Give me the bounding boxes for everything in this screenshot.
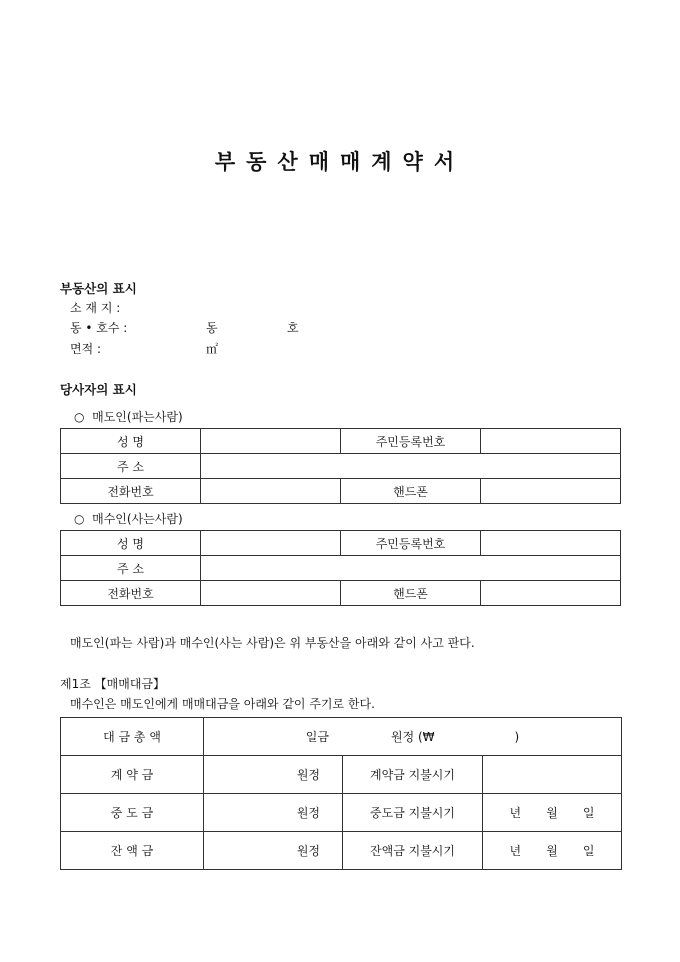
- buyer-table: [60, 530, 621, 606]
- article1-title: 제1조 【매매대금】: [60, 677, 166, 691]
- month-label: 월: [546, 844, 558, 858]
- balance-date-field[interactable]: [483, 832, 622, 870]
- day-label: 일: [582, 844, 595, 858]
- seller-mobile-label: 핸드폰: [341, 479, 481, 504]
- interim-label: 중 도 금: [61, 794, 204, 832]
- seller-mobile-field[interactable]: [481, 479, 621, 504]
- buyer-id-field[interactable]: [481, 531, 621, 556]
- property-heading: 부동산의 표시: [60, 281, 137, 296]
- seller-heading: [74, 408, 183, 425]
- seller-phone-field[interactable]: [201, 479, 341, 504]
- area-label: 면적 :: [70, 342, 102, 356]
- total-label: 대 금 총 액: [61, 718, 204, 756]
- seller-label: 매도인(파는사람): [92, 410, 183, 424]
- payment-table: [60, 717, 622, 870]
- interim-date-field[interactable]: [483, 794, 622, 832]
- seller-phone-label: 전화번호: [61, 479, 201, 504]
- interim-amount-field[interactable]: 원정: [204, 794, 343, 832]
- month-label: 월: [546, 806, 558, 820]
- location-label: 소 재 지 :: [70, 301, 121, 315]
- circle-bullet-icon: ○: [74, 410, 85, 424]
- seller-address-label: 주 소: [61, 454, 201, 479]
- balance-timing-label: 잔액금 지불시기: [343, 832, 483, 870]
- total-field[interactable]: [204, 718, 622, 756]
- buyer-name-field[interactable]: [201, 531, 341, 556]
- ho-label: 호: [287, 321, 299, 335]
- total-suffix: 원정 (₩: [390, 730, 435, 744]
- seller-address-field[interactable]: [201, 454, 621, 479]
- deposit-timing-label: 계약금 지불시기: [343, 756, 483, 794]
- seller-name-field[interactable]: [201, 429, 341, 454]
- year-label: 년: [509, 844, 522, 858]
- article1-text: 매수인은 매도인에게 매매대금을 아래와 같이 주기로 한다.: [70, 697, 375, 711]
- buyer-id-label: 주민등록번호: [341, 531, 481, 556]
- seller-name-label: 성 명: [61, 429, 201, 454]
- day-label: 일: [582, 806, 595, 820]
- deposit-label: 계 약 금: [61, 756, 204, 794]
- interim-timing-label: 중도금 지불시기: [343, 794, 483, 832]
- deposit-timing-field[interactable]: [483, 756, 622, 794]
- document-title: 부동산매매계약서: [214, 150, 466, 174]
- total-prefix: 일금: [305, 730, 329, 744]
- buyer-heading: [74, 510, 183, 527]
- unit-label: 동 • 호수 :: [70, 321, 128, 335]
- buyer-phone-field[interactable]: [201, 581, 341, 606]
- buyer-address-label: 주 소: [61, 556, 201, 581]
- circle-bullet-icon: ○: [74, 512, 85, 526]
- balance-label: 잔 액 금: [61, 832, 204, 870]
- agreement-statement: 매도인(파는 사람)과 매수인(사는 사람)은 위 부동산을 아래와 같이 사고 판다.: [70, 636, 475, 650]
- buyer-address-field[interactable]: [201, 556, 621, 581]
- buyer-phone-label: 전화번호: [61, 581, 201, 606]
- parties-heading: 당사자의 표시: [60, 382, 137, 397]
- seller-id-label: 주민등록번호: [341, 429, 481, 454]
- total-close: ): [514, 730, 520, 744]
- buyer-mobile-field[interactable]: [481, 581, 621, 606]
- deposit-amount-field[interactable]: 원정: [204, 756, 343, 794]
- seller-table: [60, 428, 621, 504]
- dong-label: 동: [206, 321, 218, 335]
- balance-amount-field[interactable]: 원정: [204, 832, 343, 870]
- seller-id-field[interactable]: [481, 429, 621, 454]
- area-unit: ㎡: [206, 342, 219, 356]
- buyer-label: 매수인(사는사람): [92, 512, 183, 526]
- buyer-mobile-label: 핸드폰: [341, 581, 481, 606]
- buyer-name-label: 성 명: [61, 531, 201, 556]
- year-label: 년: [509, 806, 522, 820]
